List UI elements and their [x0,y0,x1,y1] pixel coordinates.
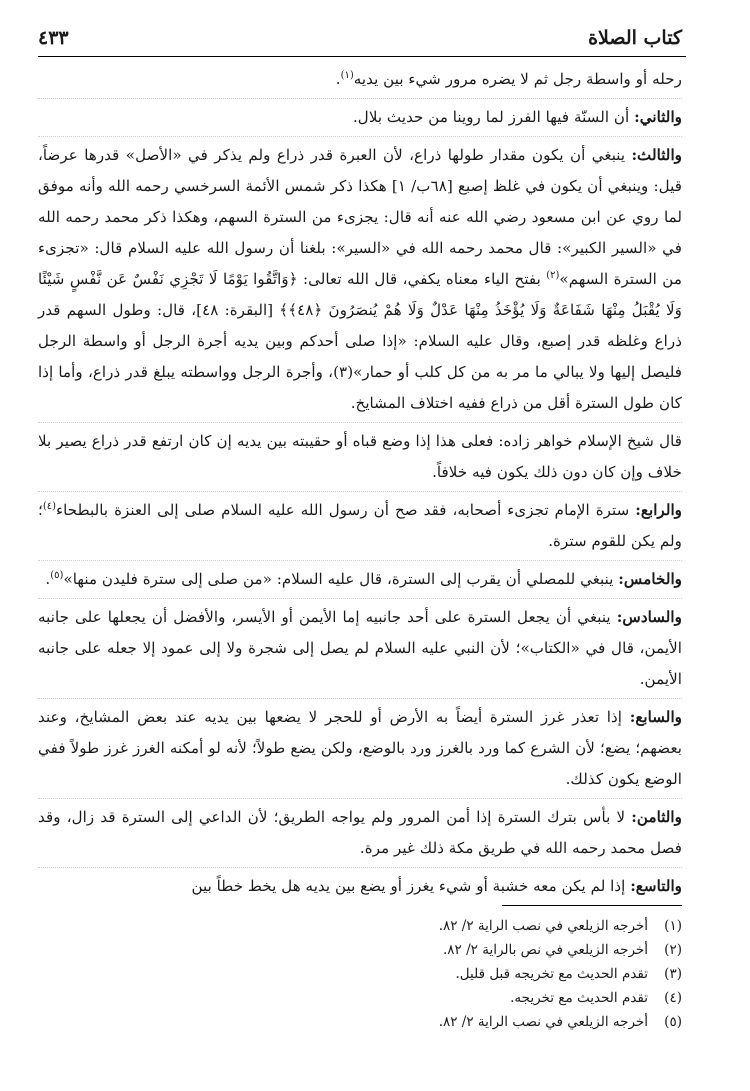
section-lead: والرابع: [635,501,682,519]
footnote-item: (٢)أخرجه الزيلعي في نص بالراية ٢/ ٨٢. [443,942,682,958]
paragraph-3: والثالث: ينبغي أن يكون مقدار طولها ذراع، لأن العبرة قدر ذراع ولم يذكر في «الأصل» قدرها عرضاً، قيل: وينبغي أن يكون في غلظ إصبع [٦٨ب/ ١] هكذا ذكر شمس الأئمة السرخسي رحمه الله وأنه موفق لما روي عن ابن مسعود رضي الله عنه أنه قال: يجزىء من السترة السهم، وهكذا ذكر محمد رحمه الله في «السير الكبير»: قال محمد رحمه الله في «السير»: بلغنا أن رسول الله عليه السلام قال: «تجزىء من السترة السهم»$^{(٢)}$ بفتح الياء معناه يكفي، قال الله تعالى: ﴿وَاتَّقُوا يَوْمًا لَا تَجْزِي نَفْسٌ عَن نَّفْسٍ شَيْئًا وَلَا يُقْبَلُ مِنْهَا شَفَاعَةٌ وَلَا يُؤْخَذُ مِنْهَا عَدْلٌ وَلَا هُمْ يُنصَرُونَ ﴿٤٨﴾﴾ [البقرة: ٤٨]، قال: وطول السهم قدر ذراع وغلظه قدر إصبع، وقال عليه السلام: «إذا صلى أحدكم وبين يديه أجرة الرجل أو واسطة الرجل فليصل إليها ولا يبالي ما مر به من كل كلب أو حمار»(٣)، وأجرة الرجل وواسطته يبلغ قدر ذراع، وأما إذا كان طول السترة أقل من ذراع ففيه اختلاف المشايخ. [38,140,682,423]
paragraph-2: والثاني: أن السنّة فيها الفرز لما روينا من حديث بلال. [38,102,682,137]
main-text [38,64,682,908]
page-number: ٤٣٣ [38,27,69,49]
footnote-ref: (٢) [546,269,560,281]
footnote-ref: (٤) [42,500,57,512]
footnote-ref: (٥) [50,569,64,581]
paragraph-9: والثامن: لا بأس بترك السترة إذا أمن المرور ولم يواجه الطريق؛ لأن الداعي إلى السترة قد زال، وقد فصل محمد رحمه الله في طريق مكة ذلك غير مرة. [38,802,682,868]
paragraph-10: والتاسع: إذا لم يكن معه خشبة أو شيء يغرز أو يضع بين يديه هل يخط خطاً بين [191,877,682,895]
footnote-item: (٤)تقدم الحديث مع تخريجه. [510,990,682,1006]
paragraph-6: والخامس: ينبغي للمصلي أن يقرب إلى السترة، قال عليه السلام: «من صلى إلى سترة فليدن منها»$^{(٥)}$. [38,564,682,599]
section-lead: والثاني: [634,108,682,126]
footnotes [38,914,682,1034]
section-lead: والسادس: [616,608,682,626]
footnote-item: (٥)أخرجه الزيلعي في نصب الراية ٢/ ٨٢. [438,1014,682,1030]
paragraph-5: والرابع: سترة الإمام تجزىء أصحابه، فقد صح أن رسول الله عليه السلام صلى إلى العنزة بالبطحاء$^{(٤)}$؛ ولم يكن للقوم سترة. [38,495,682,561]
paragraph-8: والسابع: إذا تعذر غرز السترة أيضاً به الأرض أو للحجر لا يضعها بين يديه عند بعض المشايخ، وعند بعضهم؛ يضع؛ لأن الشرع كما ورد بالغرز ورد بالوضع، ولكن يضع طولاً؛ لأنه لو أمكنه الغرز غرز طولاً ففي الوضع يكون كذلك. [38,702,682,799]
section-lead: والتاسع: [630,877,682,895]
footnote-item: (١)أخرجه الزيلعي في نصب الراية ٢/ ٨٢. [438,918,682,934]
chapter-title: كتاب الصلاة [588,27,682,49]
paragraph-1: رحله أو واسطة رجل ثم لا يضره مرور شيء بين يديه$^{(١)}$. [38,64,682,99]
section-lead: والثالث: [631,146,682,164]
section-lead: والسابع: [629,708,682,726]
paragraph-4: قال شيخ الإسلام خواهر زاده: فعلى هذا إذا وضع قباه أو حقيبته بين يديه إن كان ارتفع قدر ذراع يصير بلا خلاف وإن كان دون ذلك يكون فيه خلافاً. [38,426,682,492]
paragraph-7: والسادس: ينبغي أن يجعل السترة على أحد جانبيه إما الأيمن أو الأيسر، والأفضل أن يجعلها على جانبه الأيمن، قال في «الكتاب»؛ لأن النبي عليه السلام لم يصل إلى شجرة ولا إلى عمود إلا جعله على جانبه الأيمن. [38,602,682,699]
footnote-item: (٣)تقدم الحديث مع تخريجه قبل قليل. [455,966,682,982]
page-header [38,27,682,55]
footnote-rule [502,905,682,906]
footnote-ref: (١) [340,69,354,81]
section-lead: والخامس: [618,570,682,588]
header-rule [38,56,686,57]
section-lead: والثامن: [631,808,682,826]
